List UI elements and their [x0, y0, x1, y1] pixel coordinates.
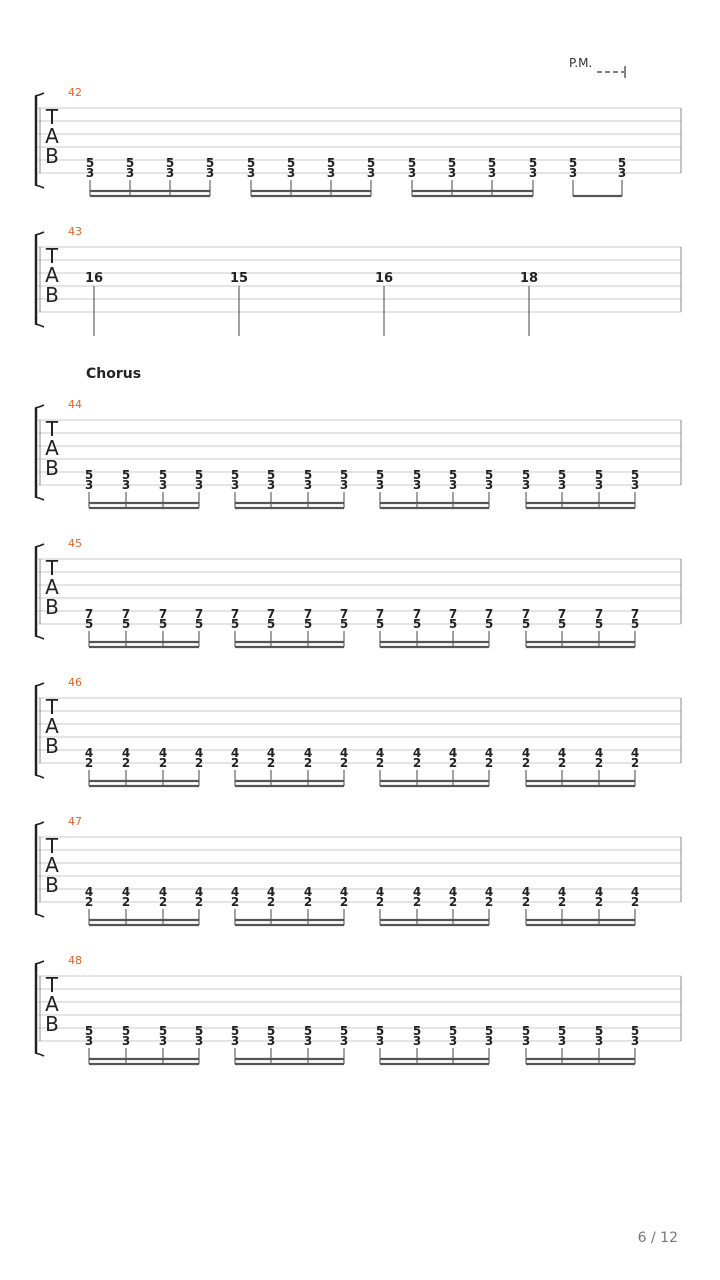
fret-number: 3 [230, 1034, 240, 1048]
fret-number: 3 [448, 1034, 458, 1048]
tab-clef-b: B [45, 873, 59, 897]
tab-clef-b: B [45, 595, 59, 619]
fret-number: 2 [84, 895, 94, 909]
fret-number: 5 [630, 1024, 640, 1038]
fret-number: 2 [448, 895, 458, 909]
measure-number: 46 [68, 676, 82, 689]
fret-number: 4 [484, 746, 494, 760]
fret-number: 2 [230, 756, 240, 770]
fret-number: 4 [121, 885, 131, 899]
fret-number: 5 [375, 468, 385, 482]
tab-clef-a: A [45, 436, 59, 460]
bracket-bottom-hook [35, 914, 44, 917]
fret-number: 5 [375, 1024, 385, 1038]
bracket-bottom-hook [35, 775, 44, 778]
fret-number: 4 [557, 746, 567, 760]
fret-number: 4 [158, 885, 168, 899]
fret-number: 3 [339, 1034, 349, 1048]
fret-number: 5 [484, 468, 494, 482]
fret-number: 5 [303, 617, 313, 631]
fret-number: 3 [85, 166, 95, 180]
fret-number: 3 [521, 478, 531, 492]
bracket-bottom-hook [35, 636, 44, 639]
fret-number: 3 [521, 1034, 531, 1048]
fret-number: 5 [194, 617, 204, 631]
tab-clef-a: A [45, 575, 59, 599]
fret-number: 2 [594, 895, 604, 909]
fret-number: 5 [194, 1024, 204, 1038]
fret-number: 2 [266, 895, 276, 909]
fret-number: 5 [84, 1024, 94, 1038]
fret-number: 5 [521, 617, 531, 631]
fret-number: 5 [339, 617, 349, 631]
fret-number: 5 [230, 1024, 240, 1038]
fret-number: 2 [594, 756, 604, 770]
fret-number: 3 [484, 478, 494, 492]
fret-number: 4 [230, 885, 240, 899]
fret-number: 5 [528, 156, 538, 170]
measure-number: 42 [68, 86, 82, 99]
fret-number: 5 [375, 617, 385, 631]
fret-number: 5 [339, 1024, 349, 1038]
fret-number: 3 [303, 1034, 313, 1048]
fret-number: 5 [407, 156, 417, 170]
fret-number: 3 [594, 1034, 604, 1048]
fret-number: 2 [630, 895, 640, 909]
bracket-top-hook [35, 405, 44, 408]
tab-clef-t: T [45, 556, 59, 580]
fret-number: 5 [412, 1024, 422, 1038]
fret-number: 4 [521, 885, 531, 899]
fret-number: 2 [194, 756, 204, 770]
fret-number: 3 [568, 166, 578, 180]
fret-number: 4 [194, 885, 204, 899]
fret-number: 5 [194, 468, 204, 482]
fret-number: 3 [84, 1034, 94, 1048]
bracket-bottom-hook [35, 497, 44, 500]
fret-number: 2 [557, 895, 567, 909]
fret-number: 3 [448, 478, 458, 492]
fret-number: 2 [521, 756, 531, 770]
fret-number: 3 [121, 1034, 131, 1048]
fret-number: 3 [375, 478, 385, 492]
measure-number: 43 [68, 225, 82, 238]
fret-number: 5 [85, 156, 95, 170]
fret-number: 2 [158, 756, 168, 770]
bracket-bottom-hook [35, 185, 44, 188]
bracket-top-hook [35, 232, 44, 235]
fret-number: 5 [557, 617, 567, 631]
tab-clef-t: T [45, 695, 59, 719]
fret-number: 4 [630, 746, 640, 760]
fret-number: 5 [557, 468, 567, 482]
fret-number: 5 [568, 156, 578, 170]
fret-number: 3 [630, 1034, 640, 1048]
fret-number: 16 [374, 271, 394, 286]
fret-number: 7 [557, 607, 567, 621]
bracket-top-hook [35, 961, 44, 964]
fret-number: 2 [412, 895, 422, 909]
fret-number: 3 [557, 1034, 567, 1048]
fret-number: 7 [266, 607, 276, 621]
fret-number: 4 [594, 746, 604, 760]
fret-number: 4 [412, 746, 422, 760]
bracket-top-hook [35, 683, 44, 686]
fret-number: 4 [339, 885, 349, 899]
fret-number: 2 [194, 895, 204, 909]
fret-number: 5 [286, 156, 296, 170]
fret-number: 4 [266, 746, 276, 760]
fret-number: 5 [205, 156, 215, 170]
tab-clef-t: T [45, 244, 59, 268]
fret-number: 5 [84, 617, 94, 631]
fret-number: 7 [194, 607, 204, 621]
fret-number: 3 [484, 1034, 494, 1048]
fret-number: 5 [630, 617, 640, 631]
fret-number: 5 [521, 1024, 531, 1038]
fret-number: 5 [266, 1024, 276, 1038]
fret-number: 5 [158, 1024, 168, 1038]
fret-number: 3 [194, 1034, 204, 1048]
fret-number: 2 [158, 895, 168, 909]
fret-number: 3 [630, 478, 640, 492]
fret-number: 5 [84, 468, 94, 482]
fret-number: 3 [447, 166, 457, 180]
fret-number: 4 [84, 885, 94, 899]
bracket-top-hook [35, 544, 44, 547]
bracket-bottom-hook [35, 1053, 44, 1056]
tab-clef-a: A [45, 992, 59, 1016]
fret-number: 3 [617, 166, 627, 180]
fret-number: 3 [194, 478, 204, 492]
tab-clef-t: T [45, 417, 59, 441]
fret-number: 16 [84, 271, 104, 286]
fret-number: 5 [448, 617, 458, 631]
tab-clef-a: A [45, 714, 59, 738]
fret-number: 5 [594, 1024, 604, 1038]
fret-number: 3 [266, 478, 276, 492]
fret-number: 4 [521, 746, 531, 760]
fret-number: 3 [528, 166, 538, 180]
fret-number: 2 [84, 756, 94, 770]
fret-number: 7 [594, 607, 604, 621]
fret-number: 5 [448, 468, 458, 482]
tab-clef-t: T [45, 105, 59, 129]
fret-number: 7 [339, 607, 349, 621]
fret-number: 5 [266, 617, 276, 631]
page-number: 6 / 12 [637, 1230, 678, 1246]
tab-clef-b: B [45, 1012, 59, 1036]
fret-number: 4 [84, 746, 94, 760]
tab-clef-a: A [45, 124, 59, 148]
fret-number: 2 [375, 756, 385, 770]
fret-number: 4 [375, 885, 385, 899]
fret-number: 5 [246, 156, 256, 170]
fret-number: 3 [158, 1034, 168, 1048]
fret-number: 4 [484, 885, 494, 899]
fret-number: 4 [303, 746, 313, 760]
fret-number: 2 [375, 895, 385, 909]
measure-number: 47 [68, 815, 82, 828]
bracket-bottom-hook [35, 324, 44, 327]
fret-number: 4 [121, 746, 131, 760]
fret-number: 15 [229, 271, 249, 286]
fret-number: 3 [412, 1034, 422, 1048]
fret-number: 5 [165, 156, 175, 170]
section-label-chorus: Chorus [86, 366, 142, 382]
tab-clef-a: A [45, 263, 59, 287]
fret-number: 5 [303, 468, 313, 482]
fret-number: 5 [230, 468, 240, 482]
fret-number: 2 [484, 895, 494, 909]
fret-number: 3 [121, 478, 131, 492]
fret-number: 5 [594, 468, 604, 482]
tab-clef-b: B [45, 283, 59, 307]
fret-number: 3 [407, 166, 417, 180]
fret-number: 2 [303, 756, 313, 770]
fret-number: 5 [484, 617, 494, 631]
fret-number: 4 [339, 746, 349, 760]
fret-number: 4 [266, 885, 276, 899]
fret-number: 4 [630, 885, 640, 899]
fret-number: 2 [121, 756, 131, 770]
fret-number: 4 [412, 885, 422, 899]
fret-number: 5 [487, 156, 497, 170]
fret-number: 7 [375, 607, 385, 621]
fret-number: 4 [557, 885, 567, 899]
fret-number: 5 [121, 468, 131, 482]
fret-number: 5 [125, 156, 135, 170]
fret-number: 5 [630, 468, 640, 482]
fret-number: 4 [303, 885, 313, 899]
fret-number: 3 [165, 166, 175, 180]
fret-number: 7 [412, 607, 422, 621]
fret-number: 5 [266, 468, 276, 482]
tab-clef-b: B [45, 456, 59, 480]
fret-number: 3 [205, 166, 215, 180]
fret-number: 4 [194, 746, 204, 760]
fret-number: 3 [339, 478, 349, 492]
fret-number: 7 [230, 607, 240, 621]
fret-number: 4 [594, 885, 604, 899]
measure-number: 45 [68, 537, 82, 550]
tab-clef-b: B [45, 144, 59, 168]
fret-number: 5 [412, 617, 422, 631]
fret-number: 3 [230, 478, 240, 492]
fret-number: 2 [339, 895, 349, 909]
fret-number: 3 [375, 1034, 385, 1048]
fret-number: 3 [84, 478, 94, 492]
fret-number: 7 [521, 607, 531, 621]
fret-number: 5 [447, 156, 457, 170]
fret-number: 2 [303, 895, 313, 909]
fret-number: 7 [158, 607, 168, 621]
fret-number: 3 [594, 478, 604, 492]
bracket-top-hook [35, 822, 44, 825]
fret-number: 7 [84, 607, 94, 621]
fret-number: 3 [125, 166, 135, 180]
fret-number: 4 [230, 746, 240, 760]
fret-number: 7 [303, 607, 313, 621]
fret-number: 5 [339, 468, 349, 482]
fret-number: 3 [557, 478, 567, 492]
fret-number: 5 [412, 468, 422, 482]
fret-number: 4 [448, 885, 458, 899]
fret-number: 5 [303, 1024, 313, 1038]
fret-number: 5 [121, 617, 131, 631]
tab-clef-t: T [45, 834, 59, 858]
fret-number: 5 [366, 156, 376, 170]
fret-number: 5 [617, 156, 627, 170]
fret-number: 5 [484, 1024, 494, 1038]
fret-number: 2 [266, 756, 276, 770]
fret-number: 7 [484, 607, 494, 621]
fret-number: 2 [448, 756, 458, 770]
fret-number: 5 [230, 617, 240, 631]
fret-number: 5 [158, 468, 168, 482]
fret-number: 18 [519, 271, 539, 286]
fret-number: 3 [412, 478, 422, 492]
fret-number: 3 [266, 1034, 276, 1048]
fret-number: 5 [521, 468, 531, 482]
fret-number: 2 [230, 895, 240, 909]
fret-number: 2 [484, 756, 494, 770]
fret-number: 4 [375, 746, 385, 760]
fret-number: 5 [121, 1024, 131, 1038]
fret-number: 7 [121, 607, 131, 621]
fret-number: 3 [326, 166, 336, 180]
fret-number: 3 [366, 166, 376, 180]
fret-number: 5 [594, 617, 604, 631]
fret-number: 3 [286, 166, 296, 180]
fret-number: 7 [630, 607, 640, 621]
fret-number: 4 [158, 746, 168, 760]
fret-number: 4 [448, 746, 458, 760]
palm-mute-label: P.M. [569, 56, 593, 70]
fret-number: 2 [630, 756, 640, 770]
fret-number: 2 [121, 895, 131, 909]
fret-number: 5 [326, 156, 336, 170]
fret-number: 3 [303, 478, 313, 492]
fret-number: 2 [412, 756, 422, 770]
measure-number: 44 [68, 398, 82, 411]
fret-number: 7 [448, 607, 458, 621]
fret-number: 3 [246, 166, 256, 180]
fret-number: 5 [448, 1024, 458, 1038]
fret-number: 3 [487, 166, 497, 180]
measure-number: 48 [68, 954, 82, 967]
tab-clef-b: B [45, 734, 59, 758]
fret-number: 2 [557, 756, 567, 770]
bracket-top-hook [35, 93, 44, 96]
tab-clef-t: T [45, 973, 59, 997]
fret-number: 2 [521, 895, 531, 909]
fret-number: 3 [158, 478, 168, 492]
tab-clef-a: A [45, 853, 59, 877]
fret-number: 2 [339, 756, 349, 770]
fret-number: 5 [557, 1024, 567, 1038]
fret-number: 5 [158, 617, 168, 631]
